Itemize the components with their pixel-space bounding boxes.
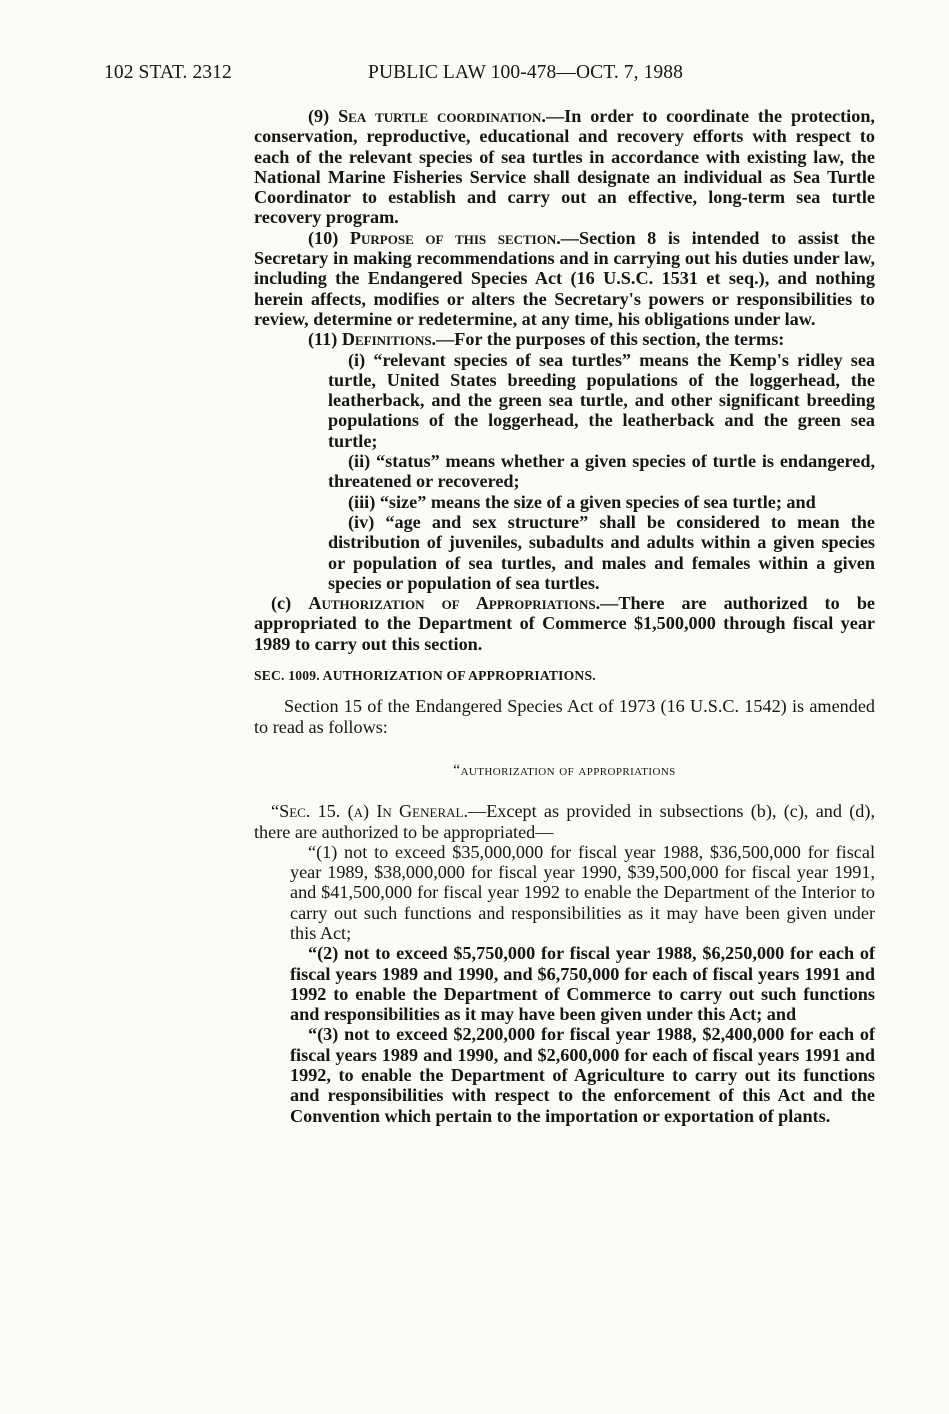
paragraph-number: (11) [308,329,342,350]
document-body [254,106,875,1126]
paragraph-11 [254,329,875,349]
paragraph-number: (c) [271,593,309,614]
centered-heading: “authorization of appropriations [453,761,676,779]
statute-reference: 102 STAT. 2312 [104,62,232,83]
paragraph-9 [254,106,875,228]
paragraph-heading: Sea turtle coordination. [338,106,546,126]
item-1: “(1) not to exceed $35,000,000 for fiscal year 1988, $36,500,000 for fiscal year 1989, $38,000,000 for fiscal year 1990, $39,500,000 for fiscal year 1991, and $41,500,000 for fiscal year 1992 to enable the Department of the Interior to carry out such functions and responsibilities as it may have been given under this Act; [290,841,875,943]
definition-iii: (iii) “size” means the size of a given species of sea turtle; and [348,491,816,512]
page-header [104,62,864,86]
definition-i: (i) “relevant species of sea turtles” means the Kemp's ridley sea turtle, United States breeding populations of the loggerhead, the leatherback, and the green sea turtle, and other significant breeding populations of the loggerhead, the leatherback and the green sea turtle; [328,349,875,451]
public-law-reference: PUBLIC LAW 100-478—OCT. 7, 1988 [368,62,683,83]
paragraph-text: —Except as provided in subsections (b), (c), and (d), there are authorized to be appropriated— [254,801,875,842]
paragraph-heading: In General. [376,801,468,822]
section-heading: SEC. 1009. AUTHORIZATION OF APPROPRIATIONS. [254,668,596,684]
paragraph-number: (9) [308,106,339,126]
paragraph-text: —In order to coordinate the protection, conservation, reproductive, educational and recovery efforts with respect to each of the relevant species of sea turtles in accordance with existing law, the National Marine Fisheries Service shall designate an individual as Sea Turtle Coordinator to establish and carry out an effective, long-term sea turtle recovery program. [254,106,875,228]
definition-ii: (ii) “status” means whether a given species of turtle is endangered, threatened or recovered; [328,451,875,492]
paragraph-number: (10) [308,227,350,248]
paragraph-text: —There are authorized to be appropriated to the Department of Commerce $1,500,000 through fiscal year 1989 to carry out this section. [254,593,876,654]
definition-iv: (iv) “age and sex structure” shall be considered to mean the distribution of juveniles, subadults and adults within a given species or population of sea turtles, and males and females within a given species or population of sea turtles. [328,511,875,593]
subsection-c [254,593,875,654]
paragraph-heading: Purpose of this section. [349,227,561,248]
item-3: “(3) not to exceed $2,200,000 for fiscal year 1988, $2,400,000 for each of fiscal years 1989 and 1990, and $2,600,000 for each of fiscal years 1991 and 1992, to enable the Department of Agriculture to carry out its functions and responsibilities with respect to the enforcement of this Act and the Convention which pertain to the importation or exportation of plants. [290,1024,875,1126]
section-15-a [254,801,875,842]
paragraph-text: —For the purposes of this section, the terms: [436,329,785,350]
paragraph-10 [254,228,875,329]
section-intro: Section 15 of the Endangered Species Act of 1973 (16 U.S.C. 1542) is amended to read as follows: [254,696,875,737]
paragraph-heading: Definitions. [341,329,437,350]
paragraph-number: “Sec. 15. (a) [271,801,377,822]
paragraph-text: —Section 8 is intended to assist the Secretary in making recommendations and in carrying out his duties under law, including the Endangered Species Act (16 U.S.C. 1531 et seq.), and nothing herein affects, modifies or alters the Secretary's powers or responsibilities to review, determine or redetermine, at any time, his obligations under law. [254,227,875,329]
item-2: “(2) not to exceed $5,750,000 for fiscal year 1988, $6,250,000 for each of fiscal years 1989 and 1990, and $6,750,000 for each of fiscal years 1991 and 1992 to enable the Department of Commerce to carry out such functions and responsibilities as it may have been given under this Act; and [290,943,875,1025]
paragraph-heading: Authorization of Appropriations. [308,593,601,614]
